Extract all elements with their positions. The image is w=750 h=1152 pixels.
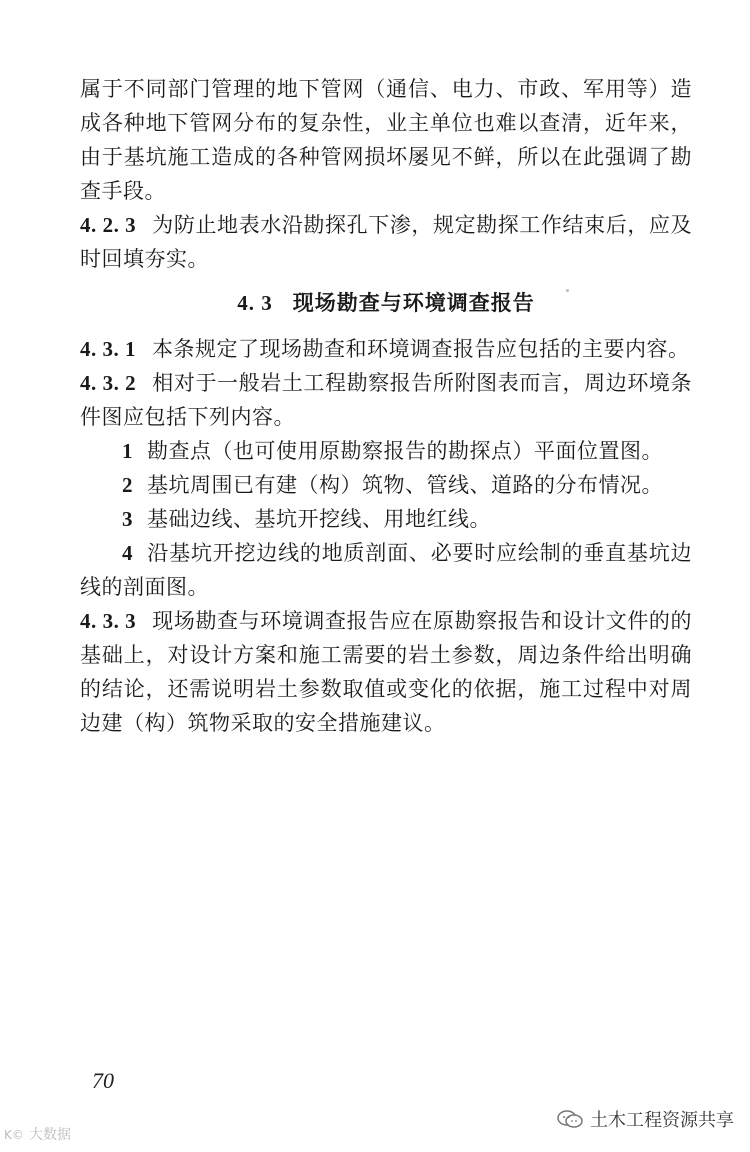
section-heading-4-3 [80,286,692,320]
clause-number: 4. 3. 1 [80,337,136,361]
item-text: 基坑周围已有建（构）筑物、管线、道路的分布情况。 [147,473,663,497]
item-number: 2 [122,473,133,497]
clause-text: 本条规定了现场勘查和环境调查报告应包括的主要内容。 [152,337,690,361]
item-text: 沿基坑开挖边线的地质剖面、必要时应绘制的垂直基坑边线的剖面图。 [80,541,692,599]
list-item-1 [80,434,692,468]
item-number: 3 [122,507,133,531]
corner-watermark [4,1124,71,1144]
clause-text: 现场勘查与环境调查报告应在原勘察报告和设计文件的的基础上，对设计方案和施工需要的岩土参数，周边条件给出明确的结论，还需说明岩土参数取值或变化的依据，施工过程中对周边建（构）筑物采取的安全措施建议。 [80,609,692,735]
clause-text: 为防止地表水沿勘探孔下渗，规定勘探工作结束后，应及时回填夯实。 [80,213,692,271]
wechat-account-name: 土木工程资源共享 [590,1110,734,1131]
wechat-account-badge[interactable] [556,1106,734,1132]
section-title: 现场勘查与环境调查报告 [292,290,535,315]
document-body [80,72,692,740]
clause-4-3-2 [80,366,692,434]
clause-4-3-3 [80,604,692,740]
clause-4-2-3 [80,208,692,276]
list-item-2 [80,468,692,502]
item-number: 4 [122,541,133,565]
scan-speck [566,289,569,292]
svg-text:K©: K© [4,1128,24,1142]
watermark-logo-icon [4,1126,26,1142]
clause-text: 相对于一般岩土工程勘察报告所附图表而言，周边环境条件图应包括下列内容。 [80,371,692,429]
section-number: 4. 3 [237,291,273,315]
item-text: 基础边线、基坑开挖线、用地红线。 [147,507,491,531]
list-item-4 [80,536,692,604]
list-item-3 [80,502,692,536]
clause-number: 4. 3. 3 [80,609,137,633]
clause-number: 4. 2. 3 [80,213,137,237]
item-text: 勘查点（也可使用原勘察报告的勘探点）平面位置图。 [147,439,663,463]
wechat-icon [556,1109,584,1129]
item-number: 1 [122,439,133,463]
paragraph-continuation: 属于不同部门管理的地下管网（通信、电力、市政、军用等）造成各种地下管网分布的复杂性，业主单位也难以查清，近年来，由于基坑施工造成的各种管网损坏屡见不鲜，所以在此强调了勘查手段。 [80,77,692,203]
corner-watermark-text: 大数据 [29,1127,71,1143]
page-number: 70 [92,1068,114,1093]
clause-number: 4. 3. 2 [80,371,137,395]
clause-4-3-1 [80,332,692,366]
